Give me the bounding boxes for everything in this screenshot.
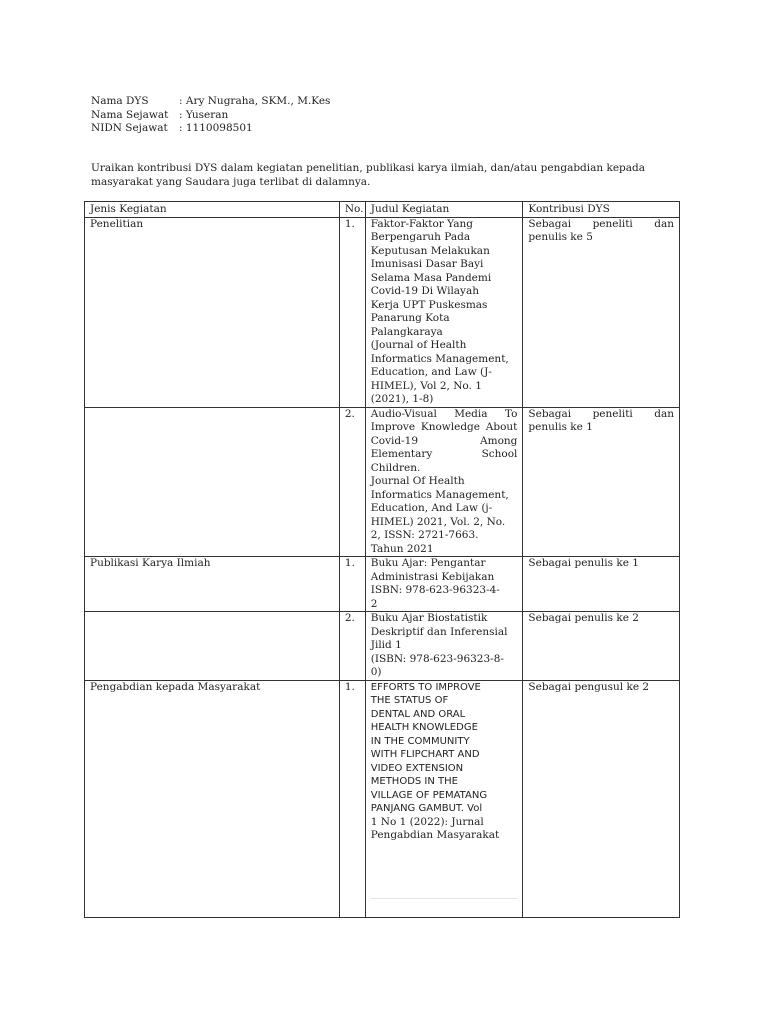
cell-kontribusi: Sebagai peneliti dan penulis ke 1: [523, 407, 680, 557]
judul-line: Imunisasi Dasar Bayi: [370, 258, 484, 270]
identity-row-sejawat: [91, 109, 330, 123]
cell-jenis: Publikasi Karya Ilmiah: [85, 557, 340, 612]
cell-jenis: Penelitian: [85, 217, 340, 407]
instruction-line: Uraikan kontribusi DYS dalam kegiatan penelitian, publikasi karya ilmiah, dan/atau pengabdian kepada: [91, 162, 646, 174]
column-header-jenis: Jenis Kegiatan: [85, 202, 340, 218]
judul-line: Deskriptif dan Inferensial: [370, 625, 508, 638]
judul-line: 1 No 1 (2022): Jurnal: [370, 815, 484, 828]
table-header-row: [85, 202, 680, 218]
identity-block: [91, 95, 330, 136]
cell-jenis: [85, 407, 340, 557]
judul-line: ISBN: 978-623-96323-4-: [370, 584, 500, 596]
judul-line: (2021), 1-8): [370, 393, 434, 405]
identity-value: : 1110098501: [179, 122, 253, 134]
cell-kontribusi: Sebagai pengusul ke 2: [523, 680, 680, 917]
judul-line: VILLAGE OF PEMATANG: [370, 789, 488, 801]
identity-row-dys: [91, 95, 330, 109]
cell-judul: [365, 680, 523, 917]
cell-judul: [365, 407, 523, 557]
identity-label: Nama DYS: [91, 95, 149, 107]
judul-title: Audio-Visual Media To Improve Knowledge About Covid-19 Among Elementary School Children.: [370, 407, 518, 474]
table-row: [85, 680, 680, 917]
cell-no: 2.: [339, 407, 365, 557]
judul-line: Kerja UPT Puskesmas: [370, 298, 488, 311]
cell-jenis: [85, 612, 340, 681]
judul-line: Administrasi Kebijakan: [370, 570, 495, 583]
judul-line: Buku Ajar: Pengantar: [370, 557, 486, 569]
judul-line: (ISBN: 978-623-96323-8-: [370, 652, 504, 665]
judul-line: IN THE COMMUNITY: [370, 735, 470, 747]
judul-line: Jilid 1: [370, 639, 402, 651]
cell-judul: [365, 612, 523, 681]
judul-line: Tahun 2021: [370, 542, 434, 555]
cell-kontribusi: Sebagai peneliti dan penulis ke 5: [523, 217, 680, 407]
faint-separator-line: [371, 898, 518, 917]
judul-line: Faktor-Faktor Yang: [370, 217, 474, 230]
identity-label: NIDN Sejawat: [91, 122, 168, 134]
judul-line: 0): [370, 666, 382, 678]
judul-line: HEALTH KNOWLEDGE: [370, 722, 478, 733]
identity-row-nidn: [91, 122, 330, 136]
instruction-line: masyarakat yang Saudara juga terlibat di dalamnya.: [91, 175, 371, 188]
judul-line: (Journal of Health: [370, 339, 467, 351]
judul-line: Informatics Management,: [370, 352, 509, 365]
table-row: [85, 612, 680, 681]
contribution-table: [84, 201, 680, 918]
cell-jenis: Pengabdian kepada Masyarakat: [85, 680, 340, 917]
judul-line: HIMEL), Vol 2, No. 1: [370, 379, 482, 392]
cell-no: 2.: [339, 612, 365, 681]
judul-line: WITH FLIPCHART AND: [370, 749, 480, 760]
column-header-no: No.: [339, 202, 365, 218]
column-header-kontribusi: Kontribusi DYS: [523, 202, 680, 218]
judul-line: Buku Ajar Biostatistik: [370, 612, 488, 624]
judul-line: DENTAL AND ORAL: [370, 708, 466, 720]
judul-line: Berpengaruh Pada: [370, 231, 471, 243]
judul-line: Covid-19 Di Wilayah: [370, 285, 480, 297]
identity-label: Nama Sejawat: [91, 108, 169, 121]
judul-line: Informatics Management,: [370, 488, 509, 501]
cell-judul: [365, 557, 523, 612]
table-row: [85, 217, 680, 407]
judul-line: Pengabdian Masyarakat: [370, 829, 500, 841]
cell-no: 1.: [339, 557, 365, 612]
judul-line: EFFORTS TO IMPROVE: [370, 681, 481, 693]
judul-line: HIMEL) 2021, Vol. 2, No.: [370, 515, 506, 528]
judul-line: THE STATUS OF: [370, 695, 449, 706]
cell-kontribusi: Sebagai penulis ke 2: [523, 612, 680, 681]
judul-line: 2: [370, 597, 378, 610]
instruction-paragraph: [91, 162, 681, 189]
judul-line: VIDEO EXTENSION: [370, 762, 464, 774]
judul-line: 2, ISSN: 2721-7663.: [370, 529, 479, 541]
cell-no: 1.: [339, 680, 365, 917]
judul-line: Education, and Law (J-: [370, 366, 492, 378]
judul-line: Selama Masa Pandemi: [370, 271, 492, 284]
judul-line: PANJANG GAMBUT. Vol: [370, 803, 483, 814]
column-header-judul: Judul Kegiatan: [365, 202, 523, 218]
judul-line: Panarung Kota: [370, 312, 450, 324]
cell-judul: [365, 217, 523, 407]
judul-line: Education, And Law (j-: [370, 502, 493, 514]
cell-kontribusi: Sebagai penulis ke 1: [523, 557, 680, 612]
cell-no: 1.: [339, 217, 365, 407]
judul-line: Palangkaraya: [370, 325, 443, 338]
judul-line: Keputusan Melakukan: [370, 244, 490, 257]
identity-value: : Ary Nugraha, SKM., M.Kes: [179, 95, 331, 107]
judul-line: Journal Of Health: [370, 475, 465, 487]
table-row: [85, 557, 680, 612]
table-row: [85, 407, 680, 557]
judul-line: METHODS IN THE: [370, 776, 458, 787]
identity-value: : Yuseran: [179, 108, 229, 121]
